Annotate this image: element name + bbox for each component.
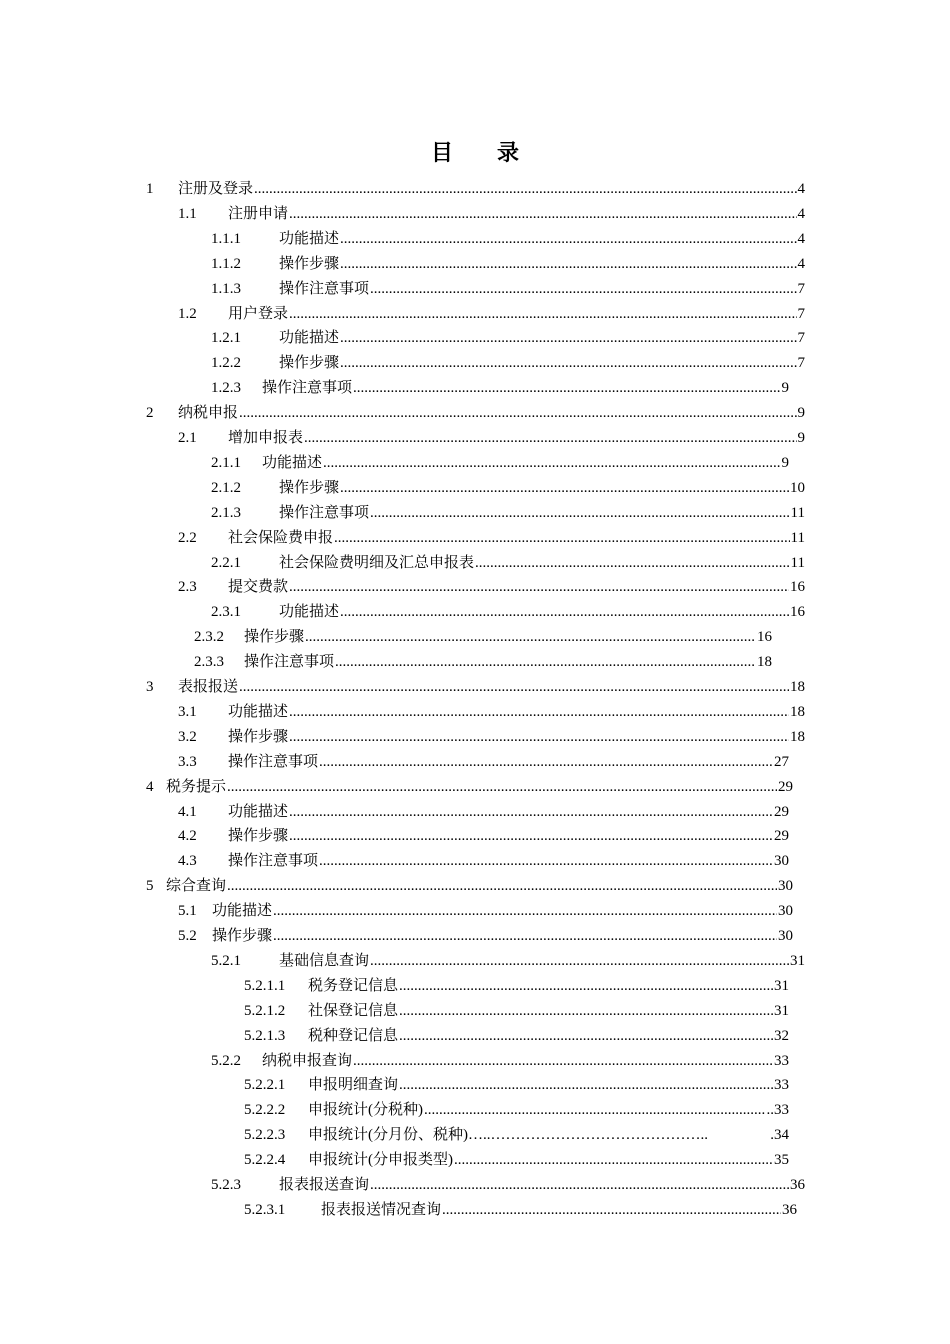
toc-title-char-2: 录 [497, 140, 520, 165]
toc-entry-page: 7 [797, 305, 805, 322]
toc-entry-page: 4 [797, 230, 805, 247]
toc-entry-page: 9 [797, 430, 805, 446]
toc-entry-label: 税种登记信息 [308, 1027, 399, 1044]
toc-entry-page: 10 [790, 479, 805, 496]
toc-entry-label: 注册及登录 [178, 181, 254, 197]
toc-entry-number: 5.2.2.3 [244, 1127, 286, 1144]
toc-entry-leader [273, 926, 777, 946]
toc-entry-leader [289, 802, 773, 822]
toc-entry-number: 5.2.2.4 [244, 1152, 286, 1169]
toc-entry-label: 增加申报表 [228, 430, 304, 446]
toc-entry-page: 33 [774, 1077, 789, 1094]
toc-entry-number: 2 [146, 405, 154, 422]
toc-entry[interactable] [194, 623, 772, 647]
toc-entry-label: 操作注意事项 [262, 380, 353, 397]
toc-entry-number: 5.2.1 [211, 952, 241, 969]
toc-entry-label: 功能描述 [279, 230, 340, 247]
toc-entry-label: 社会保险费申报 [228, 529, 334, 546]
toc-entry-label: 操作注意事项 [244, 654, 335, 671]
toc-entry-number: 2.2.1 [211, 554, 241, 571]
toc-entry[interactable] [244, 1022, 789, 1046]
toc-entry-leader [340, 353, 796, 373]
toc-entry-page: 4 [797, 205, 805, 222]
toc-entry-page: 7 [797, 330, 805, 347]
toc-entry[interactable] [178, 300, 805, 324]
toc-entry-label: 功能描述 [228, 703, 289, 720]
toc-entry-number: 1.1.1 [211, 230, 241, 247]
toc-entry-page: 29 [774, 828, 789, 845]
toc-entry[interactable] [178, 200, 805, 224]
toc-entry-label: 税务提示 [166, 778, 227, 795]
toc-entry-page: 9 [781, 380, 789, 397]
toc-entry-number: 2.1.3 [211, 504, 241, 521]
toc-entry-page: 31 [790, 952, 805, 969]
toc-entry-page: 7 [797, 280, 805, 297]
toc-entry-page: 4 [797, 255, 805, 272]
toc-entry-number: 3.1 [178, 703, 197, 720]
toc-entry-label: 操作注意事项 [279, 504, 370, 521]
toc-entry-label: 操作步骤 [228, 828, 289, 845]
toc-entry-label: 操作步骤 [279, 255, 340, 272]
toc-entry-number: 3.3 [178, 753, 197, 770]
toc-entry-page: 30 [774, 853, 789, 870]
toc-entry[interactable] [178, 573, 805, 597]
toc-entry-label: 操作步骤 [279, 355, 340, 372]
toc-entry-label: 表报报送 [178, 679, 239, 695]
toc-entry-leader [353, 1051, 773, 1071]
toc-entry-label: 综合查询 [166, 878, 227, 895]
toc-entry-label: 功能描述 [279, 604, 340, 621]
toc-entry-page: 11 [790, 554, 805, 571]
toc-entry-page: ..33 [766, 1102, 789, 1119]
toc-entry[interactable] [211, 598, 805, 622]
toc-entry[interactable] [211, 449, 789, 473]
toc-entry-page: 7 [797, 355, 805, 372]
toc-entry-leader [370, 279, 796, 299]
toc-entry[interactable] [211, 275, 805, 299]
toc-entry-page: 9 [781, 454, 789, 471]
toc-entry-page: 30 [778, 928, 793, 944]
toc-entry[interactable] [211, 947, 805, 971]
toc-entry-leader [254, 179, 796, 199]
toc-entry-leader [399, 1001, 773, 1021]
toc-entry-page: 36 [790, 1177, 805, 1193]
toc-entry-label: 操作注意事项 [279, 280, 370, 297]
toc-entry[interactable] [146, 175, 805, 199]
toc-title [0, 136, 950, 167]
toc-entry-leader [289, 727, 789, 747]
toc-entry[interactable] [244, 972, 789, 996]
toc-entry-page: 31 [774, 1002, 789, 1019]
toc-entry-leader [442, 1200, 781, 1220]
toc-entry[interactable] [178, 748, 789, 772]
toc-entry-number: 4.3 [178, 853, 197, 870]
toc-entry-number: 1.1 [178, 205, 197, 222]
toc-entry[interactable] [211, 225, 805, 249]
toc-entry[interactable] [178, 822, 789, 846]
toc-entry-number: 2.1.1 [211, 454, 241, 471]
toc-entry-number: 5.2.2.2 [244, 1102, 286, 1119]
toc-entry-label: 操作步骤 [228, 728, 289, 745]
toc-entry-label: 注册申请 [228, 205, 289, 222]
toc-entry-label: 纳税申报查询 [262, 1052, 353, 1069]
toc-entry-page: 11 [790, 529, 805, 546]
toc-entry-number: 5 [146, 878, 154, 895]
toc-entry-label: 操作注意事项 [228, 853, 319, 870]
toc-entry[interactable] [211, 1047, 789, 1071]
toc-entry-label: 用户登录 [228, 305, 289, 322]
toc-entry-page: .34 [770, 1127, 789, 1144]
toc-entry-page: 16 [757, 629, 772, 646]
toc-entry-number: 4.2 [178, 828, 197, 845]
toc-entry-leader [323, 453, 780, 473]
toc-entry[interactable] [211, 324, 805, 348]
toc-entry-number: 5.1 [178, 903, 197, 920]
toc-entry-leader [454, 1150, 773, 1170]
toc-entry-number: 5.2.2 [211, 1052, 241, 1069]
toc-entry[interactable] [178, 524, 805, 548]
toc-entry-page: 18 [790, 703, 805, 720]
toc-entry-leader [370, 951, 789, 971]
toc-entry-leader [370, 503, 790, 523]
toc-entry-number: 1.2.2 [211, 355, 241, 372]
toc-entry[interactable] [178, 897, 793, 921]
toc-entry-leader [399, 976, 773, 996]
toc-entry-label: 申报统计(分月份、税种)…..…………………………………….. [308, 1127, 708, 1144]
toc-entry[interactable] [244, 1146, 789, 1170]
toc-entry-leader [305, 627, 756, 647]
toc-entry[interactable] [211, 349, 805, 373]
toc-entry-number: 5.2.3.1 [244, 1201, 286, 1218]
toc-entry-leader [319, 851, 773, 871]
toc-entry-page: 18 [790, 728, 805, 745]
toc-entry-leader [399, 1026, 773, 1046]
toc-entry-label: 社会保险费明细及汇总申报表 [279, 554, 475, 571]
toc-entry-number: 1.1.2 [211, 255, 241, 272]
toc-entry-number: 4 [146, 778, 154, 795]
toc-entry[interactable] [244, 1121, 789, 1145]
toc-entry-leader [370, 1175, 789, 1195]
toc-entry[interactable] [146, 872, 793, 896]
toc-entry-label: 功能描述 [228, 803, 289, 820]
toc-entry-leader [424, 1100, 766, 1120]
toc-entry-leader [289, 702, 789, 722]
toc-entry-label: 申报统计(分税种) [308, 1102, 423, 1119]
toc-entry-leader [340, 602, 789, 622]
toc-entry-leader [289, 204, 796, 224]
toc-entry-leader [273, 901, 777, 921]
toc-entry[interactable] [178, 723, 805, 747]
toc-entry[interactable] [211, 374, 789, 398]
toc-entry-leader [289, 577, 789, 597]
toc-entry-label: 功能描述 [279, 330, 340, 347]
toc-entry-page: 16 [790, 604, 805, 621]
toc-entry-label: 提交费款 [228, 579, 289, 596]
toc-entry-number: 3 [146, 679, 154, 695]
toc-entry-label: 操作步骤 [244, 629, 305, 646]
toc-entry-number: 5.2.1.3 [244, 1027, 286, 1044]
toc-entry-page: 30 [778, 903, 793, 920]
toc-entry-leader [304, 428, 796, 448]
toc-entry-label: 操作注意事项 [228, 753, 319, 770]
toc-entry-leader [399, 1075, 773, 1095]
toc-entry-leader [319, 752, 773, 772]
toc-entry-number: 4.1 [178, 803, 197, 820]
toc-entry-page: 30 [778, 878, 793, 895]
toc-entry-leader [340, 478, 789, 498]
toc-entry-label: 功能描述 [262, 454, 323, 471]
toc-entry[interactable] [211, 250, 805, 274]
toc-entry-label: 申报统计(分申报类型) [308, 1152, 453, 1169]
toc-entry-number: 1.2.3 [211, 380, 241, 397]
toc-entry-leader [340, 229, 796, 249]
toc-entry-page: 18 [790, 679, 805, 695]
toc-entry[interactable] [146, 673, 805, 697]
toc-entry[interactable] [194, 648, 772, 672]
toc-entry-page: 33 [774, 1052, 789, 1069]
toc-entry[interactable] [244, 1196, 797, 1220]
toc-entry[interactable] [211, 499, 805, 523]
toc-entry-page: 4 [797, 181, 805, 197]
toc-entry-number: 5.2.1.2 [244, 1002, 286, 1019]
toc-entry-page: 35 [774, 1152, 789, 1169]
toc-entry-page: 11 [790, 504, 805, 521]
toc-entry-label: 报表报送查询 [279, 1177, 370, 1193]
toc-entry-label: 操作步骤 [212, 928, 273, 944]
toc-entry[interactable] [146, 773, 793, 797]
toc-entry-page: 9 [797, 405, 805, 422]
toc-entry[interactable] [211, 549, 805, 573]
toc-entry-number: 5.2 [178, 928, 197, 944]
toc-entry-leader [239, 677, 789, 697]
toc-entry-label: 功能描述 [212, 903, 273, 920]
toc-entry-page: 27 [774, 753, 789, 770]
toc-entry[interactable] [244, 1071, 789, 1095]
toc-entry-number: 5.2.3 [211, 1177, 241, 1193]
toc-entry-number: 2.3.2 [194, 629, 224, 646]
toc-entry[interactable] [244, 1096, 789, 1120]
toc-entry-page: 36 [782, 1201, 797, 1218]
toc-entry-leader [227, 876, 777, 896]
toc-entry[interactable] [211, 1171, 805, 1195]
toc-entry-leader [289, 826, 773, 846]
toc-entry[interactable] [244, 997, 789, 1021]
toc-entry-label: 税务登记信息 [308, 977, 399, 994]
toc-entry-number: 2.3 [178, 579, 197, 596]
toc-entry-leader [239, 403, 796, 423]
toc-entry-label: 社保登记信息 [308, 1002, 399, 1019]
toc-entry-leader [289, 304, 796, 324]
toc-title-char-1: 目 [430, 140, 453, 165]
toc-entry[interactable] [178, 798, 789, 822]
toc-entry[interactable] [178, 424, 805, 448]
toc-entry-number: 2.1.2 [211, 479, 241, 496]
toc-entry-label: 纳税申报 [178, 405, 239, 422]
toc-entry-leader [335, 652, 756, 672]
toc-entry-page: 18 [757, 654, 772, 671]
toc-entry-number: 2.1 [178, 430, 197, 446]
toc-entry-page: 32 [774, 1027, 789, 1044]
toc-entry-label: 基础信息查询 [279, 952, 370, 969]
toc-entry-leader [340, 328, 796, 348]
toc-entry-number: 5.2.1.1 [244, 977, 286, 994]
toc-entry[interactable] [178, 847, 789, 871]
toc-entry-number: 1.1.3 [211, 280, 241, 297]
toc-entry-leader [334, 528, 790, 548]
toc-entry-number: 1 [146, 181, 154, 197]
toc-entry-label: 申报明细查询 [308, 1077, 399, 1094]
toc-entry-number: 3.2 [178, 728, 197, 745]
toc-entry-leader [340, 254, 796, 274]
toc-entry-number: 1.2.1 [211, 330, 241, 347]
toc-entry-page: 31 [774, 977, 789, 994]
toc-entry-leader [475, 553, 790, 573]
toc-entry-page: 29 [778, 778, 793, 795]
toc-entry[interactable] [211, 474, 805, 498]
toc-entry-page: 16 [790, 579, 805, 596]
toc-entry[interactable] [178, 698, 805, 722]
toc-entry-label: 报表报送情况查询 [321, 1201, 442, 1218]
toc-entry-number: 2.2 [178, 529, 197, 546]
toc-entry-leader [227, 777, 777, 797]
toc-entry-number: 5.2.2.1 [244, 1077, 286, 1094]
toc-entry-number: 2.3.3 [194, 654, 224, 671]
toc-entry[interactable] [178, 922, 793, 946]
toc-entry-number: 1.2 [178, 305, 197, 322]
toc-entry-label: 操作步骤 [279, 479, 340, 496]
toc-entry-leader [353, 378, 780, 398]
toc-entry[interactable] [146, 399, 805, 423]
toc-entry-number: 2.3.1 [211, 604, 241, 621]
toc-entry-page: 29 [774, 803, 789, 820]
